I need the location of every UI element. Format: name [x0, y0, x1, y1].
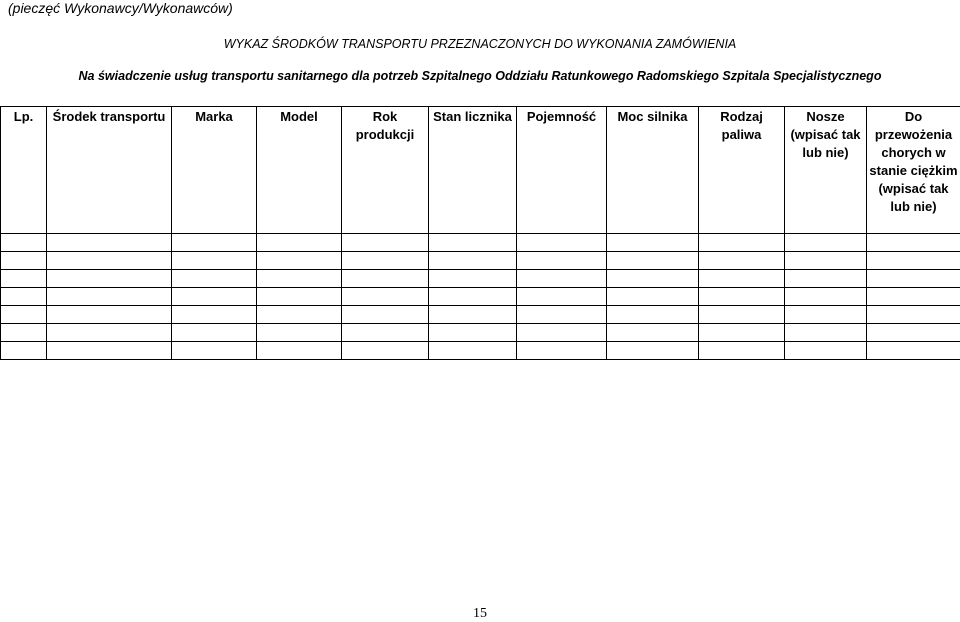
table-cell: [699, 234, 785, 252]
table-cell: [47, 306, 172, 324]
table-cell: [867, 306, 960, 324]
table-cell: [257, 342, 342, 360]
table-cell: [429, 324, 517, 342]
table-cell: [429, 306, 517, 324]
table-row: [1, 324, 960, 342]
table-cell: [429, 234, 517, 252]
table-cell: [47, 252, 172, 270]
table-cell: [342, 324, 429, 342]
column-header-mileage: Stan licznika: [429, 107, 517, 234]
table-cell: [172, 252, 257, 270]
table-cell: [429, 342, 517, 360]
table-cell: [785, 288, 867, 306]
table-cell: [429, 252, 517, 270]
table-cell: [867, 342, 960, 360]
table-cell: [257, 288, 342, 306]
table-cell: [342, 270, 429, 288]
table-cell: [429, 288, 517, 306]
document-subtitle: Na świadczenie usług transportu sanitarnego dla potrzeb Szpitalnego Oddziału Ratunkowego Radomskiego Szpitala Specjalistycznego: [0, 69, 960, 84]
table-cell: [517, 324, 607, 342]
table-cell: [257, 270, 342, 288]
table-cell: [47, 234, 172, 252]
table-cell: [699, 252, 785, 270]
table-cell: [47, 324, 172, 342]
table-header-row: [1, 107, 960, 234]
table-cell: [47, 288, 172, 306]
table-row: [1, 234, 960, 252]
table-cell: [607, 234, 699, 252]
table-row: [1, 288, 960, 306]
table-cell: [785, 324, 867, 342]
table-cell: [1, 234, 47, 252]
table-cell: [785, 252, 867, 270]
table-cell: [517, 288, 607, 306]
column-header-critical-transport: Do przewożenia chorych w stanie ciężkim (wpisać tak lub nie): [867, 107, 960, 234]
table-cell: [517, 252, 607, 270]
table-row: [1, 252, 960, 270]
table-cell: [257, 324, 342, 342]
table-cell: [1, 252, 47, 270]
table-cell: [342, 306, 429, 324]
table-cell: [429, 270, 517, 288]
table-cell: [699, 306, 785, 324]
table-cell: [785, 270, 867, 288]
table-cell: [342, 252, 429, 270]
table-cell: [867, 324, 960, 342]
table-cell: [867, 234, 960, 252]
table-cell: [47, 270, 172, 288]
table-row: [1, 306, 960, 324]
table-cell: [172, 270, 257, 288]
table-cell: [517, 342, 607, 360]
table-cell: [517, 306, 607, 324]
table-cell: [172, 342, 257, 360]
column-header-engine-power: Moc silnika: [607, 107, 699, 234]
table-body: [1, 234, 960, 360]
vehicles-table: [0, 106, 960, 360]
table-cell: [867, 270, 960, 288]
table-cell: [607, 252, 699, 270]
table-cell: [607, 342, 699, 360]
table-cell: [785, 234, 867, 252]
table-cell: [342, 342, 429, 360]
table-cell: [1, 306, 47, 324]
column-header-transport: Środek transportu: [47, 107, 172, 234]
document-title: WYKAZ ŚRODKÓW TRANSPORTU PRZEZNACZONYCH DO WYKONANIA ZAMÓWIENIA: [0, 37, 960, 52]
table-row: [1, 270, 960, 288]
page-number: 15: [0, 606, 960, 622]
table-cell: [607, 288, 699, 306]
table-cell: [342, 288, 429, 306]
table-cell: [607, 306, 699, 324]
table-cell: [699, 342, 785, 360]
table-cell: [785, 306, 867, 324]
table-cell: [699, 288, 785, 306]
table-cell: [172, 234, 257, 252]
table-cell: [517, 270, 607, 288]
table-cell: [867, 252, 960, 270]
table-cell: [172, 288, 257, 306]
table-cell: [47, 342, 172, 360]
column-header-brand: Marka: [172, 107, 257, 234]
table-cell: [172, 306, 257, 324]
table-cell: [699, 324, 785, 342]
table-cell: [257, 306, 342, 324]
column-header-fuel-type: Rodzaj paliwa: [699, 107, 785, 234]
table-cell: [172, 324, 257, 342]
table-cell: [257, 252, 342, 270]
table-cell: [607, 324, 699, 342]
table-cell: [517, 234, 607, 252]
table-cell: [1, 342, 47, 360]
table-cell: [785, 342, 867, 360]
column-header-capacity: Pojemność: [517, 107, 607, 234]
column-header-stretcher: Nosze (wpisać tak lub nie): [785, 107, 867, 234]
table-cell: [699, 270, 785, 288]
table-cell: [1, 270, 47, 288]
table-cell: [257, 234, 342, 252]
column-header-model: Model: [257, 107, 342, 234]
table-cell: [1, 324, 47, 342]
column-header-year: Rok produkcji: [342, 107, 429, 234]
table-cell: [867, 288, 960, 306]
table-cell: [342, 234, 429, 252]
table-cell: [607, 270, 699, 288]
table-row: [1, 342, 960, 360]
stamp-note: (pieczęć Wykonawcy/Wykonawców): [8, 0, 233, 16]
column-header-lp: Lp.: [1, 107, 47, 234]
table-cell: [1, 288, 47, 306]
